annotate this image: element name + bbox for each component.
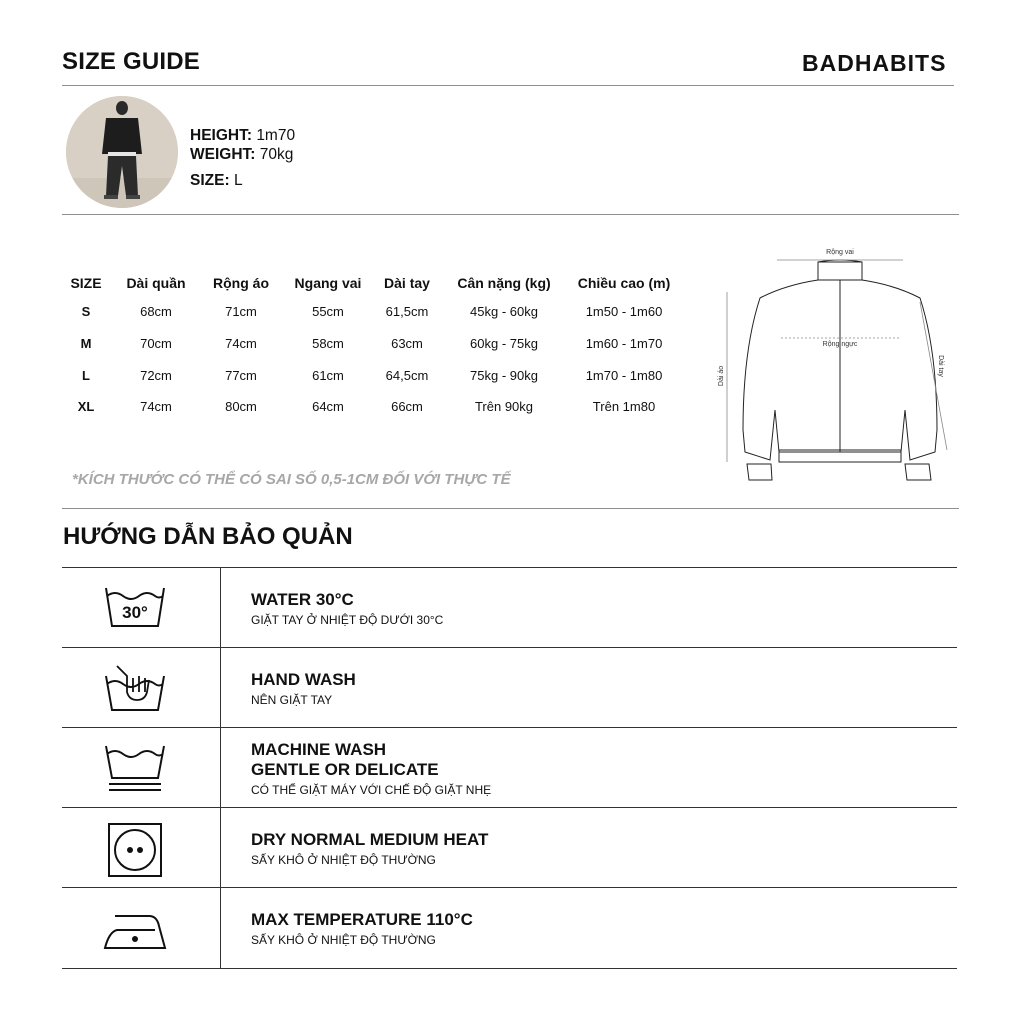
care-text <box>251 648 356 728</box>
model-photo <box>66 96 178 208</box>
care-description: GIẶT TAY Ở NHIỆT ĐỘ DƯỚI 30°C <box>251 612 444 627</box>
col-header-pants-length: Dài quần <box>126 275 186 291</box>
table-cell: 70cm <box>140 336 172 352</box>
brand-logo: BADHABITS <box>802 50 947 76</box>
table-row <box>62 328 678 360</box>
care-item-tumble-dry <box>62 807 957 888</box>
table-cell: 64,5cm <box>385 367 429 383</box>
header-divider <box>62 85 954 86</box>
care-title: HAND WASH <box>251 669 356 689</box>
care-title: DRY NORMAL MEDIUM HEAT <box>251 829 489 849</box>
table-cell: 66cm <box>391 399 423 415</box>
table-cell: 75kg - 90kg <box>470 367 538 383</box>
table-cell: 58cm <box>312 336 344 352</box>
col-header-size: SIZE <box>70 275 102 291</box>
care-description: SẤY KHÔ Ở NHIỆT ĐỘ THƯỜNG <box>251 932 436 947</box>
table-cell: L <box>82 367 90 383</box>
height-value: 1m70 <box>256 127 296 144</box>
table-cell: 45kg - 60kg <box>470 304 538 320</box>
jacket-diagram <box>715 240 955 490</box>
size-label: SIZE: <box>190 172 230 189</box>
care-title-line-2: GENTLE OR DELICATE <box>251 759 439 779</box>
table-cell: 71cm <box>225 304 257 320</box>
table-cell: 61,5cm <box>385 304 429 320</box>
care-item-machine-wash <box>62 727 957 808</box>
care-icon-cell <box>62 888 221 968</box>
care-description: CÓ THỂ GIẶT MÁY VỚI CHẾ ĐỘ GIẶT NHẸ <box>251 782 492 797</box>
height-label: HEIGHT: <box>190 127 252 144</box>
size-disclaimer: *KÍCH THƯỚC CÓ THỂ CÓ SAI SỐ 0,5-1CM ĐỐI VỚI THỰC TẾ <box>72 471 511 488</box>
table-cell: 64cm <box>312 399 344 415</box>
col-header-sleeve: Dài tay <box>384 275 430 291</box>
size-table-header <box>62 270 678 296</box>
care-text <box>251 568 443 648</box>
model-divider <box>62 214 959 215</box>
care-item-water-30 <box>62 567 957 648</box>
iron-low-icon <box>103 902 167 954</box>
table-row <box>62 391 678 423</box>
tumble-dry-medium-icon <box>103 822 167 878</box>
care-description: NÊN GIẶT TAY <box>251 692 333 707</box>
hand-wash-icon <box>103 662 167 714</box>
size-table <box>62 270 678 423</box>
wash-temp-text: 30° <box>122 603 148 622</box>
body-length-label: Dài áo <box>718 365 725 387</box>
table-cell: 55cm <box>312 304 344 320</box>
weight-value: 70kg <box>259 146 294 163</box>
page-title: SIZE GUIDE <box>62 48 201 75</box>
care-icon-cell <box>62 808 221 888</box>
table-cell: 80cm <box>225 399 257 415</box>
table-cell: 74cm <box>225 336 257 352</box>
table-cell: 60kg - 75kg <box>470 336 538 352</box>
col-header-width: Rộng áo <box>213 275 269 291</box>
size-divider <box>62 508 959 509</box>
col-header-weight: Cân nặng (kg) <box>457 275 551 291</box>
table-cell: 61cm <box>312 367 344 383</box>
shoulder-width-label: Rộng vai <box>826 249 854 256</box>
wash-30-icon <box>103 582 167 630</box>
care-guide-title: HƯỚNG DẪN BẢO QUẢN <box>63 523 353 550</box>
table-cell: S <box>81 304 91 320</box>
table-cell: XL <box>77 399 95 415</box>
care-title: MACHINE WASH <box>251 739 387 759</box>
weight-label: WEIGHT: <box>190 146 256 163</box>
machine-wash-gentle-icon <box>103 742 167 794</box>
table-cell: Trên 1m80 <box>592 399 656 415</box>
chest-width-label: Rộng ngực <box>822 341 858 348</box>
table-cell: 68cm <box>140 304 172 320</box>
table-cell: Trên 90kg <box>474 399 534 415</box>
care-title: WATER 30°C <box>251 589 354 609</box>
care-item-iron <box>62 887 957 969</box>
care-item-hand-wash <box>62 647 957 728</box>
care-text <box>251 888 473 968</box>
table-cell: 74cm <box>140 399 172 415</box>
table-cell: M <box>80 336 92 352</box>
care-icon-cell <box>62 648 221 728</box>
col-header-height: Chiều cao (m) <box>577 275 671 291</box>
care-text <box>251 808 488 888</box>
table-cell: 72cm <box>140 367 172 383</box>
care-description: SẤY KHÔ Ở NHIỆT ĐỘ THƯỜNG <box>251 852 436 867</box>
model-info <box>190 126 295 190</box>
care-text <box>251 728 491 808</box>
table-row <box>62 296 678 328</box>
care-title: MAX TEMPERATURE 110°C <box>251 909 473 929</box>
care-icon-cell <box>62 728 221 808</box>
sleeve-length-label: Dài tay <box>937 355 944 377</box>
table-cell: 1m60 - 1m70 <box>585 336 663 352</box>
care-icon-cell <box>62 568 221 648</box>
size-value: L <box>233 172 243 189</box>
table-cell: 63cm <box>391 336 423 352</box>
table-cell: 1m50 - 1m60 <box>585 304 663 320</box>
col-header-shoulder: Ngang vai <box>294 275 362 291</box>
table-cell: 77cm <box>225 367 257 383</box>
table-cell: 1m70 - 1m80 <box>585 367 663 383</box>
table-row <box>62 359 678 391</box>
